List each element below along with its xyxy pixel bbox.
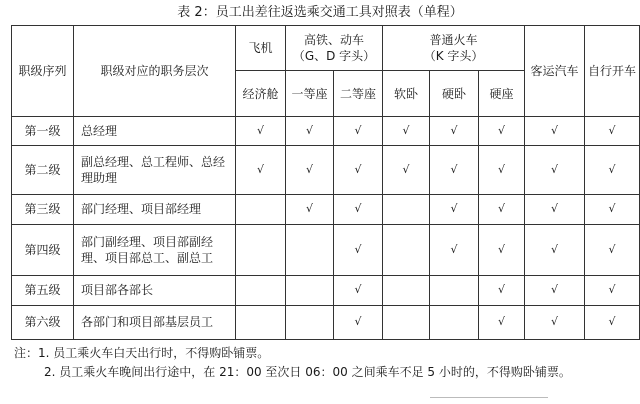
mark-cell: √ [525, 194, 585, 224]
mark-cell: √ [525, 224, 585, 275]
mark-cell: √ [334, 117, 383, 146]
header-hard-seat: 硬座 [479, 71, 525, 117]
mark-cell: √ [383, 117, 430, 146]
mark-cell: √ [479, 224, 525, 275]
header-high-speed-rail [286, 26, 383, 71]
mark-cell [236, 224, 286, 275]
header-gd-line1: 高铁、动车 [304, 33, 365, 48]
table-row [12, 224, 640, 275]
mark-cell: √ [430, 194, 479, 224]
table-row [12, 305, 640, 339]
header-self-drive: 自行开车 [585, 26, 640, 117]
mark-cell: √ [585, 194, 640, 224]
header-regular-train [383, 26, 525, 71]
level-cell: 第三级 [12, 194, 74, 224]
header-plane: 飞机 [236, 26, 286, 71]
transport-table [11, 25, 640, 340]
header-k-line1: 普通火车 [429, 33, 478, 48]
table-row [12, 275, 640, 305]
mark-cell: √ [334, 194, 383, 224]
mark-cell [286, 224, 334, 275]
mark-cell [383, 275, 430, 305]
header-hard-sleeper: 硬卧 [430, 71, 479, 117]
mark-cell: √ [525, 275, 585, 305]
level-cell: 第五级 [12, 275, 74, 305]
mark-cell [430, 305, 479, 339]
mark-cell: √ [525, 305, 585, 339]
level-cell: 第六级 [12, 305, 74, 339]
notes-block [14, 344, 630, 382]
header-economy: 经济舱 [236, 71, 286, 117]
mark-cell: √ [236, 117, 286, 146]
mark-cell: √ [479, 117, 525, 146]
mark-cell [236, 275, 286, 305]
header-level-seq: 职级序列 [12, 26, 74, 117]
level-cell: 第四级 [12, 224, 74, 275]
mark-cell: √ [479, 146, 525, 194]
mark-cell: √ [286, 146, 334, 194]
level-cell: 第二级 [12, 146, 74, 194]
duty-cell: 总经理 [74, 117, 236, 146]
note-2: 2. 员工乘火车晚间出行途中，在 21：00 至次日 06：00 之间乘车不足 5 小时的，不得购卧铺票。 [44, 365, 571, 379]
header-k-line2: （K 字头） [423, 49, 484, 64]
mark-cell: √ [286, 194, 334, 224]
table-row [12, 117, 640, 146]
mark-cell [383, 305, 430, 339]
mark-cell: √ [430, 224, 479, 275]
mark-cell: √ [479, 305, 525, 339]
mark-cell: √ [236, 146, 286, 194]
duty-cell: 部门副经理、项目部副经理、项目部总工、副总工 [74, 224, 236, 275]
duty-cell: 副总经理、总工程师、总经理助理 [74, 146, 236, 194]
mark-cell: √ [383, 146, 430, 194]
mark-cell: √ [585, 117, 640, 146]
mark-cell: √ [334, 224, 383, 275]
mark-cell [236, 305, 286, 339]
mark-cell [383, 194, 430, 224]
mark-cell [286, 275, 334, 305]
note-1: 注：1. 员工乘火车白天出行时，不得购卧铺票。 [14, 346, 270, 360]
table-row [12, 146, 640, 194]
header-first-class: 一等座 [286, 71, 334, 117]
mark-cell: √ [334, 275, 383, 305]
mark-cell: √ [585, 224, 640, 275]
duty-cell: 各部门和项目部基层员工 [74, 305, 236, 339]
mark-cell: √ [585, 275, 640, 305]
table-title: 表 2：员工出差往返选乘交通工具对照表（单程） [177, 5, 463, 20]
mark-cell: √ [334, 305, 383, 339]
mark-cell: √ [525, 117, 585, 146]
header-bus: 客运汽车 [525, 26, 585, 117]
table-row [12, 194, 640, 224]
mark-cell: √ [430, 117, 479, 146]
mark-cell: √ [525, 146, 585, 194]
header-gd-line2: （G、D 字头） [292, 49, 376, 64]
header-duty: 职级对应的职务层次 [74, 26, 236, 117]
mark-cell: √ [479, 275, 525, 305]
mark-cell [286, 305, 334, 339]
mark-cell: √ [585, 146, 640, 194]
mark-cell [383, 224, 430, 275]
duty-cell: 项目部各部长 [74, 275, 236, 305]
level-cell: 第一级 [12, 117, 74, 146]
header-soft-sleeper: 软卧 [383, 71, 430, 117]
mark-cell: √ [430, 146, 479, 194]
mark-cell: √ [479, 194, 525, 224]
mark-cell [236, 194, 286, 224]
mark-cell: √ [334, 146, 383, 194]
duty-cell: 部门经理、项目部经理 [74, 194, 236, 224]
mark-cell [430, 275, 479, 305]
mark-cell: √ [286, 117, 334, 146]
mark-cell: √ [585, 305, 640, 339]
divider [430, 397, 548, 398]
header-second-class: 二等座 [334, 71, 383, 117]
